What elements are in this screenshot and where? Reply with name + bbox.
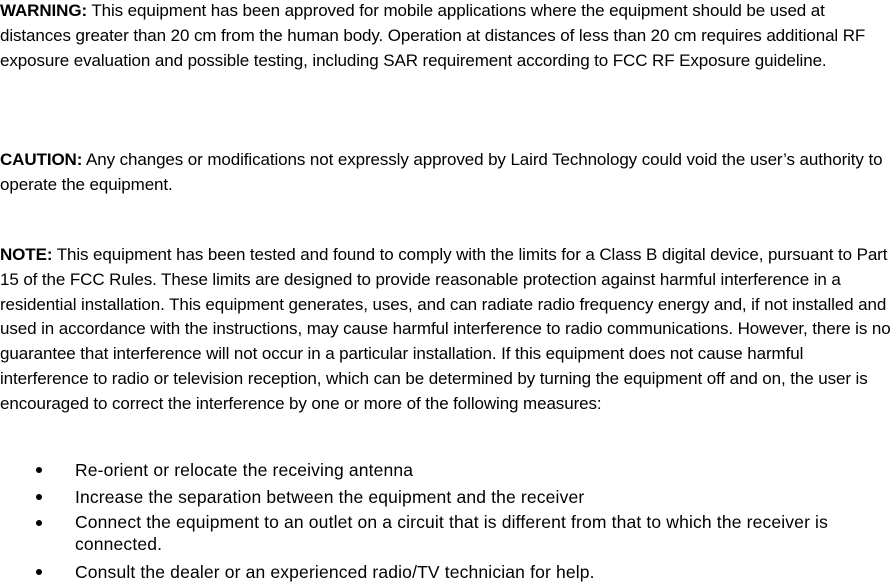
measures-list	[0, 458, 893, 584]
list-item-text: Increase the separation between the equipment and the receiver	[75, 487, 585, 507]
note-label: NOTE:	[0, 245, 53, 264]
warning-label: WARNING:	[0, 1, 88, 20]
note-paragraph	[0, 243, 893, 417]
caution-text: Any changes or modifications not expressly approved by Laird Technology could void the user’s authority to operate the equipment.	[0, 150, 883, 194]
warning-text: This equipment has been approved for mobile applications where the equipment should be used at distances greater than 20 cm from the human body. Operation at distances of less than 20 cm requires additional RF exposure evaluation and possible testing, including SAR requirement according to FCC RF Exposure guideline.	[0, 1, 866, 70]
bullet-icon	[36, 520, 42, 526]
note-text: This equipment has been tested and found to comply with the limits for a Class B digital device, pursuant to Part 15 of the FCC Rules. These limits are designed to provide reasonable protection against harmful interference in a residential installation. This equipment generates, uses, and can radiate radio frequency energy and, if not installed and used in accordance with the instructions, may cause harmful interference to radio communications. However, there is no guarantee that interference will not occur in a particular installation. If this equipment does not cause harmful interference to radio or television reception, which can be determined by turning the equipment off and on, the user is encouraged to correct the interference by one or more of the following measures:	[0, 245, 891, 413]
list-item	[0, 485, 893, 509]
caution-paragraph	[0, 148, 893, 198]
list-item	[0, 511, 893, 555]
list-item-text: Connect the equipment to an outlet on a circuit that is different from that to which the receiver is connected.	[75, 512, 828, 554]
bullet-icon	[36, 494, 42, 500]
list-item-text: Re-orient or relocate the receiving antenna	[75, 460, 414, 480]
caution-label: CAUTION:	[0, 150, 83, 169]
list-item	[0, 560, 893, 584]
bullet-icon	[36, 467, 42, 473]
warning-paragraph	[0, 0, 893, 73]
list-item-text: Consult the dealer or an experienced radio/TV technician for help.	[75, 562, 595, 582]
list-item	[0, 458, 893, 482]
bullet-icon	[36, 569, 42, 575]
